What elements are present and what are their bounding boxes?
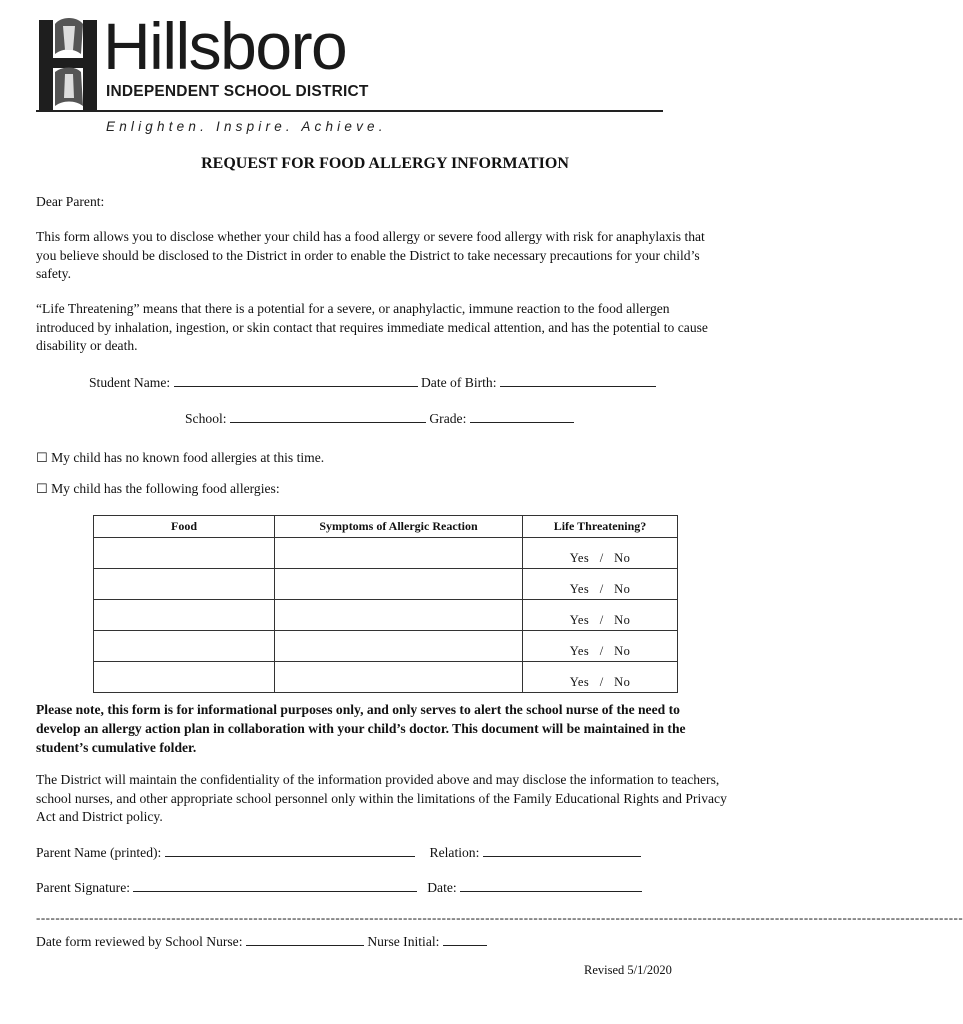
cut-line-divider: ------------------------------------------------------------------------------------------------------------------------------------------------------------------------------------------------	[36, 910, 963, 925]
relation-label: Relation:	[429, 845, 480, 860]
revision-date: Revised 5/1/2020	[584, 963, 672, 977]
symptoms-cell[interactable]	[275, 569, 523, 600]
life-threatening-cell[interactable]	[523, 662, 678, 693]
grade-field[interactable]	[470, 408, 574, 423]
food-cell[interactable]	[94, 569, 275, 600]
school-field[interactable]	[230, 408, 426, 423]
district-logo-icon	[37, 14, 99, 114]
date-field[interactable]	[460, 877, 642, 892]
life-threatening-cell[interactable]	[523, 600, 678, 631]
relation-field[interactable]	[483, 842, 641, 857]
table-header-row	[94, 516, 678, 538]
life-threatening-cell[interactable]	[523, 569, 678, 600]
food-cell[interactable]	[94, 631, 275, 662]
table-row	[94, 631, 678, 662]
option-has-allergies	[36, 480, 280, 500]
grade-label: Grade:	[429, 411, 467, 426]
nurse-initial-field[interactable]	[443, 931, 487, 946]
nurse-initial-label: Nurse Initial:	[367, 934, 440, 949]
table-row	[94, 569, 678, 600]
symptoms-cell[interactable]	[275, 600, 523, 631]
student-name-field[interactable]	[174, 372, 418, 387]
no-allergies-checkbox[interactable]: ☐	[36, 451, 48, 466]
definition-paragraph: “Life Threatening” means that there is a potential for a severe, or anaphylactic, immune reaction to the food allergen introduced by inhalation, ingestion, or skin contact that requires immediate medical attention, and has the potential to cause disability or death.	[36, 301, 708, 353]
salutation: Dear Parent:	[36, 194, 105, 209]
food-cell[interactable]	[94, 538, 275, 569]
parent-name-field[interactable]	[165, 842, 415, 857]
intro-paragraph: This form allows you to disclose whether your child has a food allergy or severe food allergy with risk for anaphylaxis that you believe should be disclosed to the District in order to enable the District to take necessary precautions for your child’s safety.	[36, 229, 705, 281]
brand-subtitle: INDEPENDENT SCHOOL DISTRICT	[106, 83, 369, 100]
symptoms-cell[interactable]	[275, 662, 523, 693]
page-title: REQUEST FOR FOOD ALLERGY INFORMATION	[201, 155, 569, 172]
informational-note: Please note, this form is for informational purposes only, and only serves to alert the school nurse of the need to develop an allergy action plan in collaboration with your child’s doctor. This document will be maintained in the student’s cumulative folder.	[36, 702, 686, 755]
confidentiality-paragraph: The District will maintain the confidentiality of the information provided above and may disclose the information to teachers, school nurses, and other appropriate school personnel only within the limitations of the Family Educational Rights and Privacy Act and District policy.	[36, 772, 727, 824]
parent-signature-row	[36, 877, 642, 898]
option-no-allergies	[36, 449, 324, 469]
yes-no-option[interactable]: Yes / No	[569, 551, 631, 565]
brand-name: Hillsboro	[103, 9, 347, 83]
no-allergies-label: My child has no known food allergies at this time.	[51, 450, 325, 465]
col-symptoms-header: Symptoms of Allergic Reaction	[275, 516, 523, 538]
dob-label: Date of Birth:	[420, 375, 497, 390]
symptoms-cell[interactable]	[275, 538, 523, 569]
yes-no-option[interactable]: Yes / No	[569, 582, 631, 596]
has-allergies-label: My child has the following food allergies:	[51, 481, 280, 496]
parent-signature-field[interactable]	[133, 877, 417, 892]
date-label: Date:	[427, 880, 457, 895]
parent-name-row	[36, 842, 641, 863]
has-allergies-checkbox[interactable]: ☐	[36, 482, 48, 497]
nurse-reviewed-date-field[interactable]	[246, 931, 364, 946]
table-row	[94, 600, 678, 631]
tagline: Enlighten. Inspire. Achieve.	[106, 119, 387, 134]
student-name-label: Student Name:	[89, 375, 171, 390]
header-divider	[36, 110, 663, 112]
allergy-table	[93, 515, 678, 693]
table-row	[94, 538, 678, 569]
parent-name-label: Parent Name (printed):	[36, 845, 162, 860]
col-life-threatening-header: Life Threatening?	[523, 516, 678, 538]
nurse-reviewed-label: Date form reviewed by School Nurse:	[36, 934, 243, 949]
school-info-row	[185, 408, 574, 429]
life-threatening-cell[interactable]	[523, 631, 678, 662]
yes-no-option[interactable]: Yes / No	[569, 675, 631, 689]
yes-no-option[interactable]: Yes / No	[569, 613, 631, 627]
table-row	[94, 662, 678, 693]
symptoms-cell[interactable]	[275, 631, 523, 662]
parent-signature-label: Parent Signature:	[36, 880, 131, 895]
food-cell[interactable]	[94, 662, 275, 693]
life-threatening-cell[interactable]	[523, 538, 678, 569]
col-food-header: Food	[94, 516, 275, 538]
dob-field[interactable]	[500, 372, 656, 387]
yes-no-option[interactable]: Yes / No	[569, 644, 631, 658]
student-info-row	[89, 372, 656, 393]
food-cell[interactable]	[94, 600, 275, 631]
nurse-review-row	[36, 931, 487, 952]
school-label: School:	[185, 411, 227, 426]
